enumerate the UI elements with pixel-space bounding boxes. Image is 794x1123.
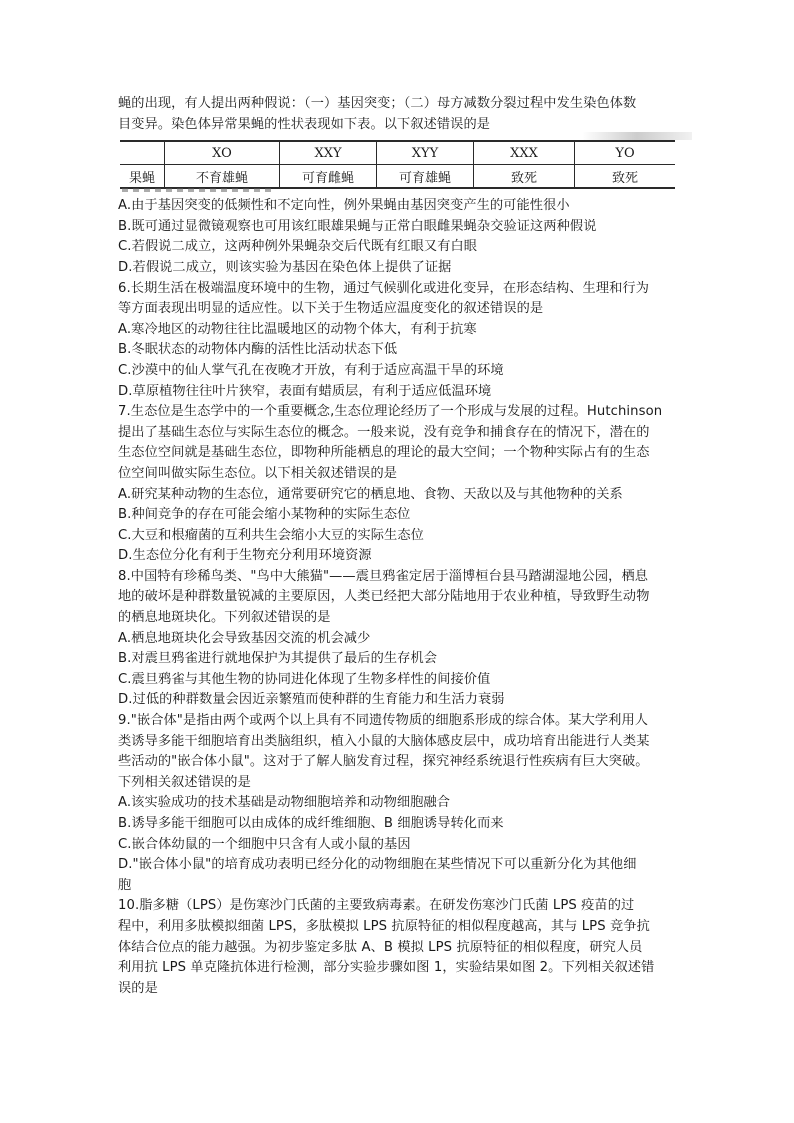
- text-line: B.对震旦鸦雀进行就地保护为其提供了最后的生存机会: [118, 651, 438, 667]
- text-line: A.该实验成功的技术基础是动物细胞培养和动物细胞融合: [118, 795, 451, 811]
- text-line: C.若假说二成立，这两种例外果蝇杂交后代既有红眼又有白眼: [118, 239, 478, 255]
- table-cell: 可育雌蝇: [280, 165, 377, 189]
- table-row-label: 果蝇: [120, 165, 165, 189]
- fly-phenotype-table: [120, 140, 675, 189]
- text-line: B.冬眠状态的动物体内酶的活性比活动状态下低: [118, 342, 398, 358]
- text-line: D.若假说二成立，则该实验为基因在染色体上提供了证据: [118, 259, 452, 275]
- exam-page: [118, 94, 684, 999]
- table-header-cell: YO: [575, 141, 676, 165]
- table-cell: 致死: [575, 165, 676, 189]
- question-text: [118, 196, 684, 999]
- text-line: 地的破坏是种群数量锐减的主要原因，人类已经把大部分陆地用于农业种植，导致野生动物: [118, 589, 650, 605]
- text-line: 程中，利用多肽模拟细菌 LPS，多肽模拟 LPS 抗原特征的相似程度越高，其与 LPS 竞争抗: [118, 918, 650, 934]
- scan-dots: [122, 188, 272, 192]
- text-line: 类诱导多能干细胞培育出类脑组织，植入小鼠的大脑体感皮层中，成功培育出能进行人类某: [118, 733, 650, 749]
- text-line: 的栖息地斑块化。下列叙述错误的是: [118, 610, 331, 626]
- text-line: D."嵌合体小鼠"的培育成功表明已经分化的动物细胞在某些情况下可以重新分化为其他细: [118, 857, 637, 873]
- table-header-cell: [120, 141, 165, 165]
- text-line: 位空间叫做实际生态位。以下相关叙述错误的是: [118, 465, 398, 481]
- intro-line: 目变异。染色体异常果蝇的性状表现如下表。以下叙述错误的是: [118, 116, 491, 132]
- text-line: A.研究某种动物的生态位，通常要研究它的栖息地、食物、天敌以及与其他物种的关系: [118, 486, 623, 502]
- text-line: A.寒冷地区的动物往往比温暖地区的动物个体大，有利于抗寒: [118, 321, 477, 337]
- text-line: A.栖息地斑块化会导致基因交流的机会减少: [118, 630, 371, 646]
- table-header-row: [120, 141, 675, 165]
- table-header-cell: XXY: [280, 141, 377, 165]
- table-header-cell: XO: [165, 141, 280, 165]
- text-line: B.种间竞争的存在可能会缩小某物种的实际生态位: [118, 507, 411, 523]
- text-line: 6.长期生活在极端温度环境中的生物，通过气候驯化或进化变异，在形态结构、生理和行为: [118, 280, 649, 296]
- text-line: 下列相关叙述错误的是: [118, 774, 251, 790]
- table-cell: 可育雄蝇: [377, 165, 474, 189]
- text-line: A.由于基因突变的低频性和不定向性，例外果蝇由基因突变产生的可能性很小: [118, 198, 570, 214]
- text-line: C.嵌合体幼鼠的一个细胞中只含有人或小鼠的基因: [118, 836, 411, 852]
- text-line: 胞: [118, 877, 132, 893]
- text-line: 8.中国特有珍稀鸟类、"鸟中大熊猫"——震旦鸦雀定居于淄博桓台县马踏湖湿地公园，栖息: [118, 568, 649, 584]
- text-line: C.震旦鸦雀与其他生物的协同进化体现了生物多样性的间接价值: [118, 671, 491, 687]
- text-line: B.诱导多能干细胞可以由成体的成纤维细胞、B 细胞诱导转化而来: [118, 816, 504, 831]
- scan-smudge: [582, 132, 692, 140]
- text-line: 提出了基础生态位与实际生态位的概念。一般来说，没有竞争和捕食存在的情况下，潜在的: [118, 424, 650, 440]
- table-cell: 不育雄蝇: [165, 165, 280, 189]
- text-line: C.沙漠中的仙人掌气孔在夜晚才开放，有利于适应高温干旱的环境: [118, 362, 504, 378]
- text-line: 9."嵌合体"是指由两个或两个以上具有不同遗传物质的细胞系形成的综合体。某大学利用人: [118, 713, 649, 729]
- table-header-cell: XYY: [377, 141, 474, 165]
- text-line: 10.脂多糖（LPS）是伤寒沙门氏菌的主要致病毒素。在研发伤寒沙门氏菌 LPS 疫苗的过: [118, 898, 635, 914]
- text-line: D.草原植物往往叶片狭窄，表面有蜡质层，有利于适应低温环境: [118, 383, 492, 399]
- table-row: [120, 165, 675, 189]
- text-line: 生态位空间就是基础生态位，即物种所能栖息的理论的最大空间；一个物种实际占有的生态: [118, 445, 650, 461]
- text-line: C.大豆和根瘤菌的互利共生会缩小大豆的实际生态位: [118, 527, 424, 543]
- table-cell: 致死: [474, 165, 575, 189]
- text-line: B.既可通过显微镜观察也可用该红眼雄果蝇与正常白眼雌果蝇杂交验证这两种假说: [118, 218, 597, 234]
- text-line: 些活动的"嵌合体小鼠"。这对于了解人脑发育过程，探究神经系统退行性疾病有巨大突破。: [118, 754, 649, 770]
- fly-phenotype-table-wrap: [118, 138, 684, 192]
- text-line: 误的是: [118, 980, 158, 996]
- text-line: 等方面表现出明显的适应性。以下关于生物适应温度变化的叙述错误的是: [118, 301, 544, 317]
- text-line: 体结合位点的能力越强。为初步鉴定多肽 A、B 模拟 LPS 抗原特征的相似程度，研究人员: [118, 939, 643, 955]
- intro-line: 蝇的出现，有人提出两种假说：（一）基因突变；（二）母方减数分裂过程中发生染色体数: [118, 96, 637, 111]
- text-line: D.过低的种群数量会因近亲繁殖而使种群的生育能力和生活力衰弱: [118, 692, 505, 708]
- text-line: 利用抗 LPS 单克隆抗体进行检测，部分实验步骤如图 1，实验结果如图 2。下列相关叙述错: [118, 960, 655, 976]
- table-header-cell: XXX: [474, 141, 575, 165]
- text-line: D.生态位分化有利于生物充分利用环境资源: [118, 548, 372, 564]
- text-line: 7.生态位是生态学中的一个重要概念,生态位理论经历了一个形成与发展的过程。Hutchinson: [118, 404, 663, 420]
